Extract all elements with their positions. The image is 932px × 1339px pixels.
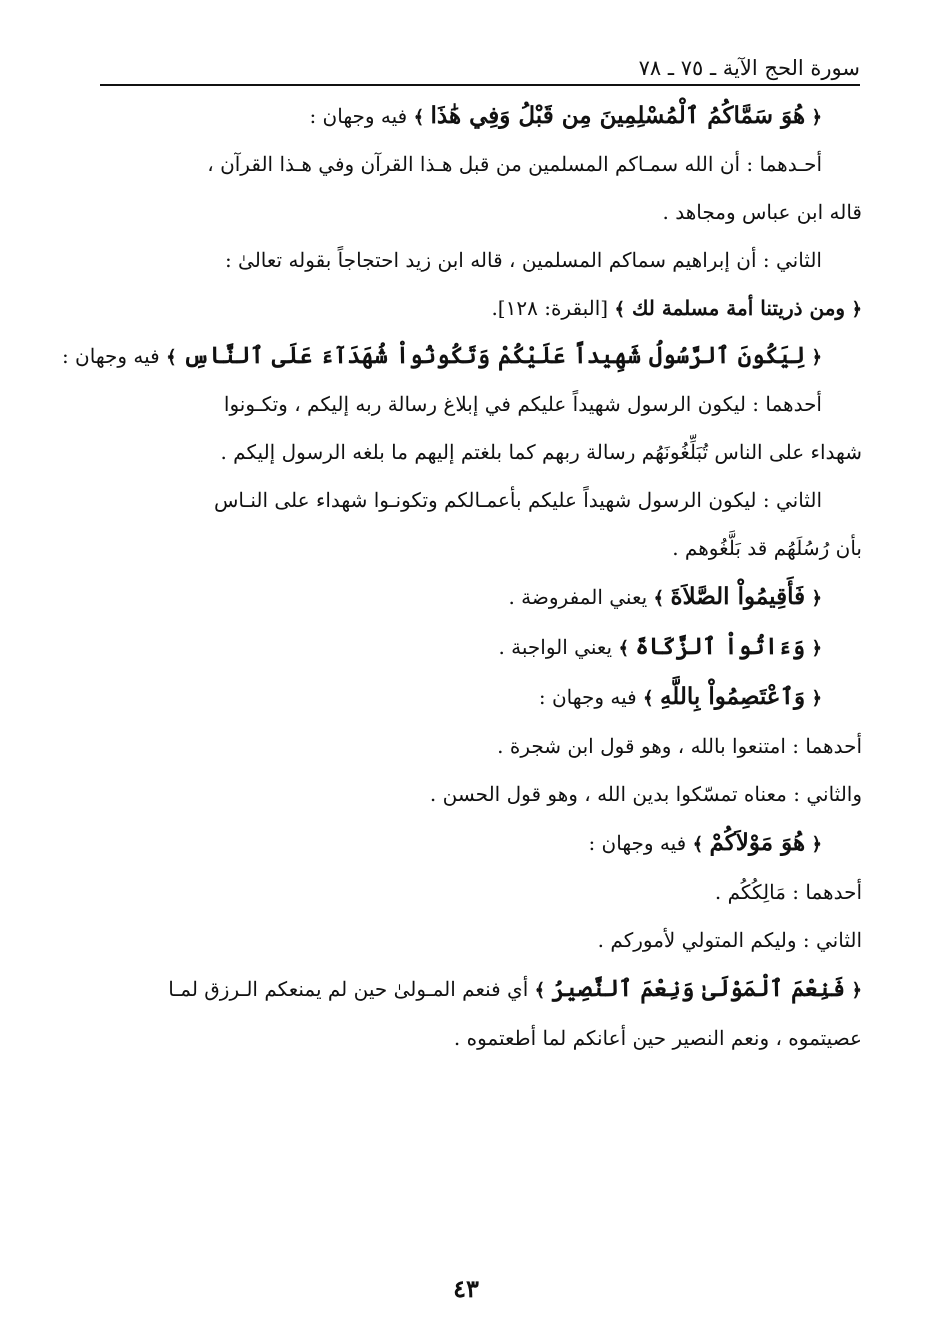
- ornate-bracket-open: ﴿: [851, 980, 862, 1001]
- verse-line: [104, 622, 862, 672]
- verse-text: فَنِعْمَ ٱلْمَوْلَىٰ وَنِعْمَ ٱلنَّصِيرُ: [551, 975, 846, 1002]
- ornate-bracket-close: ﴾: [614, 299, 625, 320]
- verse-text: وَٱعْتَصِمُواْ بِاللَّهِ: [659, 683, 806, 710]
- verse-line: [104, 964, 862, 1014]
- ornate-bracket-close: ﴾: [643, 688, 654, 709]
- commentary-line: أحدهما : ليكون الرسول شهيداً عليكم في إبلاغ رسالة ربه إليكم ، وتكـونوا: [223, 392, 822, 416]
- verse-line: [104, 818, 862, 868]
- ornate-bracket-open: ﴿: [811, 688, 822, 709]
- commentary-text: يعني المفروضة .: [508, 585, 648, 609]
- verse-line: [104, 572, 862, 622]
- commentary-line: بأن رُسُلَهُم قد بَلَّغُوهم .: [672, 536, 862, 560]
- verse-line: [61, 332, 862, 380]
- commentary-line: والثاني : معناه تمسّكوا بدين الله ، وهو قول الحسن .: [429, 782, 862, 806]
- commentary-line: أحدهما : امتنعوا بالله ، وهو قول ابن شجرة .: [497, 734, 862, 758]
- commentary-line: شهداء على الناس تُبَلِّغُونَهُم رسالة ربهم كما بلغتم إليهم ما بلغه الرسول إليكم .: [220, 440, 862, 464]
- commentary-text: أي فنعم المـولىٰ حين لم يمنعكم الـرزق لمـا: [168, 977, 529, 1001]
- commentary-text: فيه وجهان :: [309, 104, 408, 128]
- commentary-line: أحـدهما : أن الله سمـاكم المسلمين من قبل هـذا القرآن وفي هـذا القرآن ،: [207, 152, 822, 176]
- commentary-text: فيه وجهان :: [61, 344, 160, 368]
- ornate-bracket-open: ﴿: [811, 834, 822, 855]
- ornate-bracket-close: ﴾: [618, 638, 629, 659]
- ornate-bracket-open: ﴿: [811, 588, 822, 609]
- ornate-bracket-close: ﴾: [653, 588, 665, 609]
- running-header: [100, 52, 860, 86]
- commentary-line: عصيتموه ، ونعم النصير حين أعانكم لما أطعتموه .: [453, 1026, 862, 1050]
- verse-text: هُوَ سَمَّاكُمُ ٱلْمُسْلِمِينَ مِن قَبْلُ وَفِي هَٰذَا: [430, 102, 806, 129]
- commentary-line: أحدهما : مَالِكُكُم .: [714, 880, 862, 904]
- commentary-text: فيه وجهان :: [538, 685, 637, 709]
- commentary-text: فيه وجهان :: [588, 831, 687, 855]
- ornate-bracket-open: ﴿: [811, 638, 822, 659]
- verse-text: هُوَ مَوْلاَكُمْ: [709, 829, 806, 856]
- header-title: سورة الحج الآية ـ ٧٥ ـ ٧٨: [638, 56, 860, 80]
- citation-text: [البقرة: ١٢٨].: [491, 296, 609, 320]
- ornate-bracket-close: ﴾: [166, 347, 177, 368]
- main-text: [61, 92, 862, 1062]
- commentary-text: يعني الواجبة .: [498, 635, 613, 659]
- ornate-bracket-close: ﴾: [534, 980, 546, 1001]
- verse-text: ومن ذريتنا أمة مسلمة لك: [624, 296, 846, 320]
- commentary-line: الثاني : ليكون الرسول شهيداً عليكم بأعمـالكم وتكونـوا شهداء على النـاس: [213, 488, 822, 512]
- ornate-bracket-open: ﴿: [811, 107, 822, 128]
- ornate-bracket-open: ﴿: [851, 299, 862, 320]
- ornate-bracket-close: ﴾: [413, 107, 425, 128]
- commentary-line: الثاني : أن إبراهيم سماكم المسلمين ، قاله ابن زيد احتجاجاً بقوله تعالىٰ :: [224, 248, 822, 272]
- commentary-line: الثاني : وليكم المتولي لأموركم .: [597, 928, 862, 952]
- verse-line: [104, 284, 862, 332]
- verse-text: لِيَكُونَ ٱلرَّسُولُ شَهِيداً عَلَيْكُمْ وَتَكُونُواْ شُهَدَآءَ عَلَى ٱلنَّاسِ: [183, 342, 806, 369]
- header-rule: [100, 84, 860, 86]
- ornate-bracket-open: ﴿: [811, 347, 822, 368]
- verse-text: فَأَقِيمُواْ الصَّلاَةَ: [670, 583, 806, 610]
- verse-text: وَءَاتُواْ ٱلزَّكَاةَ: [635, 633, 806, 660]
- page-number: ٤٣: [453, 1274, 479, 1303]
- verse-line: [104, 92, 862, 140]
- verse-line: [104, 672, 862, 722]
- ornate-bracket-close: ﴾: [692, 834, 704, 855]
- commentary-line: قاله ابن عباس ومجاهد .: [662, 200, 862, 224]
